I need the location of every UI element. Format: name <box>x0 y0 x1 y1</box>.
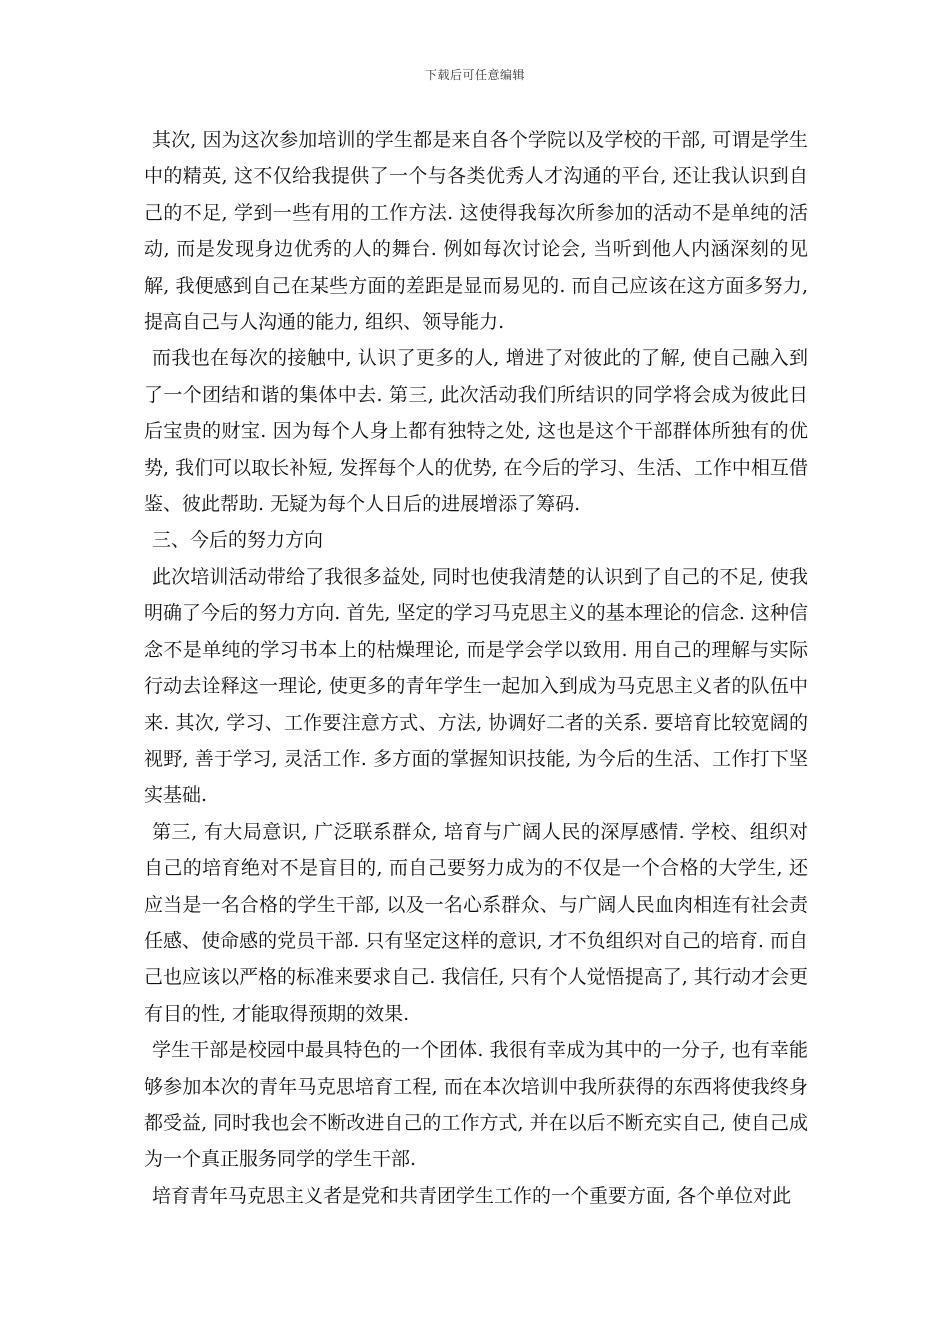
paragraph-6: 培育青年马克思主义者是党和共青团学生工作的一个重要方面, 各个单位对此 <box>152 1184 792 1207</box>
paragraph-4: 第三, 有大局意识, 广泛联系群众, 培育与广阔人民的深厚感情. 学校、组织对自己的培育绝对不是盲目的, 而自己要努力成为的不仅是一个合格的大学生, 还应当是一名合格的学生干部, 以及一名心系群众、与广阔人民血肉相连有社会责任感、使命感的党员干部. 只有坚定这样的意识, 才不负组织对自己的培育. 而自己也应该以严格的标准来要求自己. 我信任, 只有个人觉悟提高了, 其行动才会更有目的性, 才能取得预期的效果. <box>144 820 808 1025</box>
section-heading-3: 三、今后的努力方向 <box>152 529 324 552</box>
paragraph-3: 此次培训活动带给了我很多益处, 同时也使我清楚的认识到了自己的不足, 使我明确了今后的努力方向. 首先, 坚定的学习马克思主义的基本理论的信念. 这种信念不是单纯的学习书本上的枯燥理论, 而是学会学以致用. 用自己的理解与实际行动去诠释这一理论, 使更多的青年学生一起加入到成为马克思主义者的队伍中来. 其次, 学习、工作要注意方式、方法, 协调好二者的关系. 要培育比较宽阔的视野, 善于学习, 灵活工作. 多方面的掌握知识技能, 为今后的生活、工作打下坚实基础. <box>144 565 808 807</box>
paragraph-2: 而我也在每次的接触中, 认识了更多的人, 增进了对彼此的了解, 使自己融入到了一个团结和谐的集体中去. 第三, 此次活动我们所结识的同学将会成为彼此日后宝贵的财宝. 因为每个人身上都有独特之处, 这也是这个干部群体所独有的优势, 我们可以取长补短, 发挥每个人的优势, 在今后的学习、生活、工作中相互借鉴、彼此帮助. 无疑为每个人日后的进展增添了筹码. <box>144 347 808 516</box>
paragraph-5: 学生干部是校园中最具特色的一个团体. 我很有幸成为其中的一分子, 也有幸能够参加本次的青年马克思培育工程, 而在本次培训中我所获得的东西将使我终身都受益, 同时我也会不断改进自己的工作方式, 并在以后不断充实自己, 使自己成为一个真正服务同学的学生干部. <box>144 1039 808 1171</box>
document-body <box>144 122 808 1214</box>
page-header: 下载后可任意编辑 <box>424 68 525 82</box>
paragraph-1: 其次, 因为这次参加培训的学生都是来自各个学院以及学校的干部, 可谓是学生中的精英, 这不仅给我提供了一个与各类优秀人才沟通的平台, 还让我认识到自己的不足, 学到一些有用的工作方法. 这使得我每次所参加的活动不是单纯的活动, 而是发现身边优秀的人的舞台. 例如每次讨论会, 当听到他人内涵深刻的见解, 我便感到自己在某些方面的差距是显而易见的. 而自己应该在这方面多努力, 提高自己与人沟通的能力, 组织、领导能力. <box>144 129 808 334</box>
